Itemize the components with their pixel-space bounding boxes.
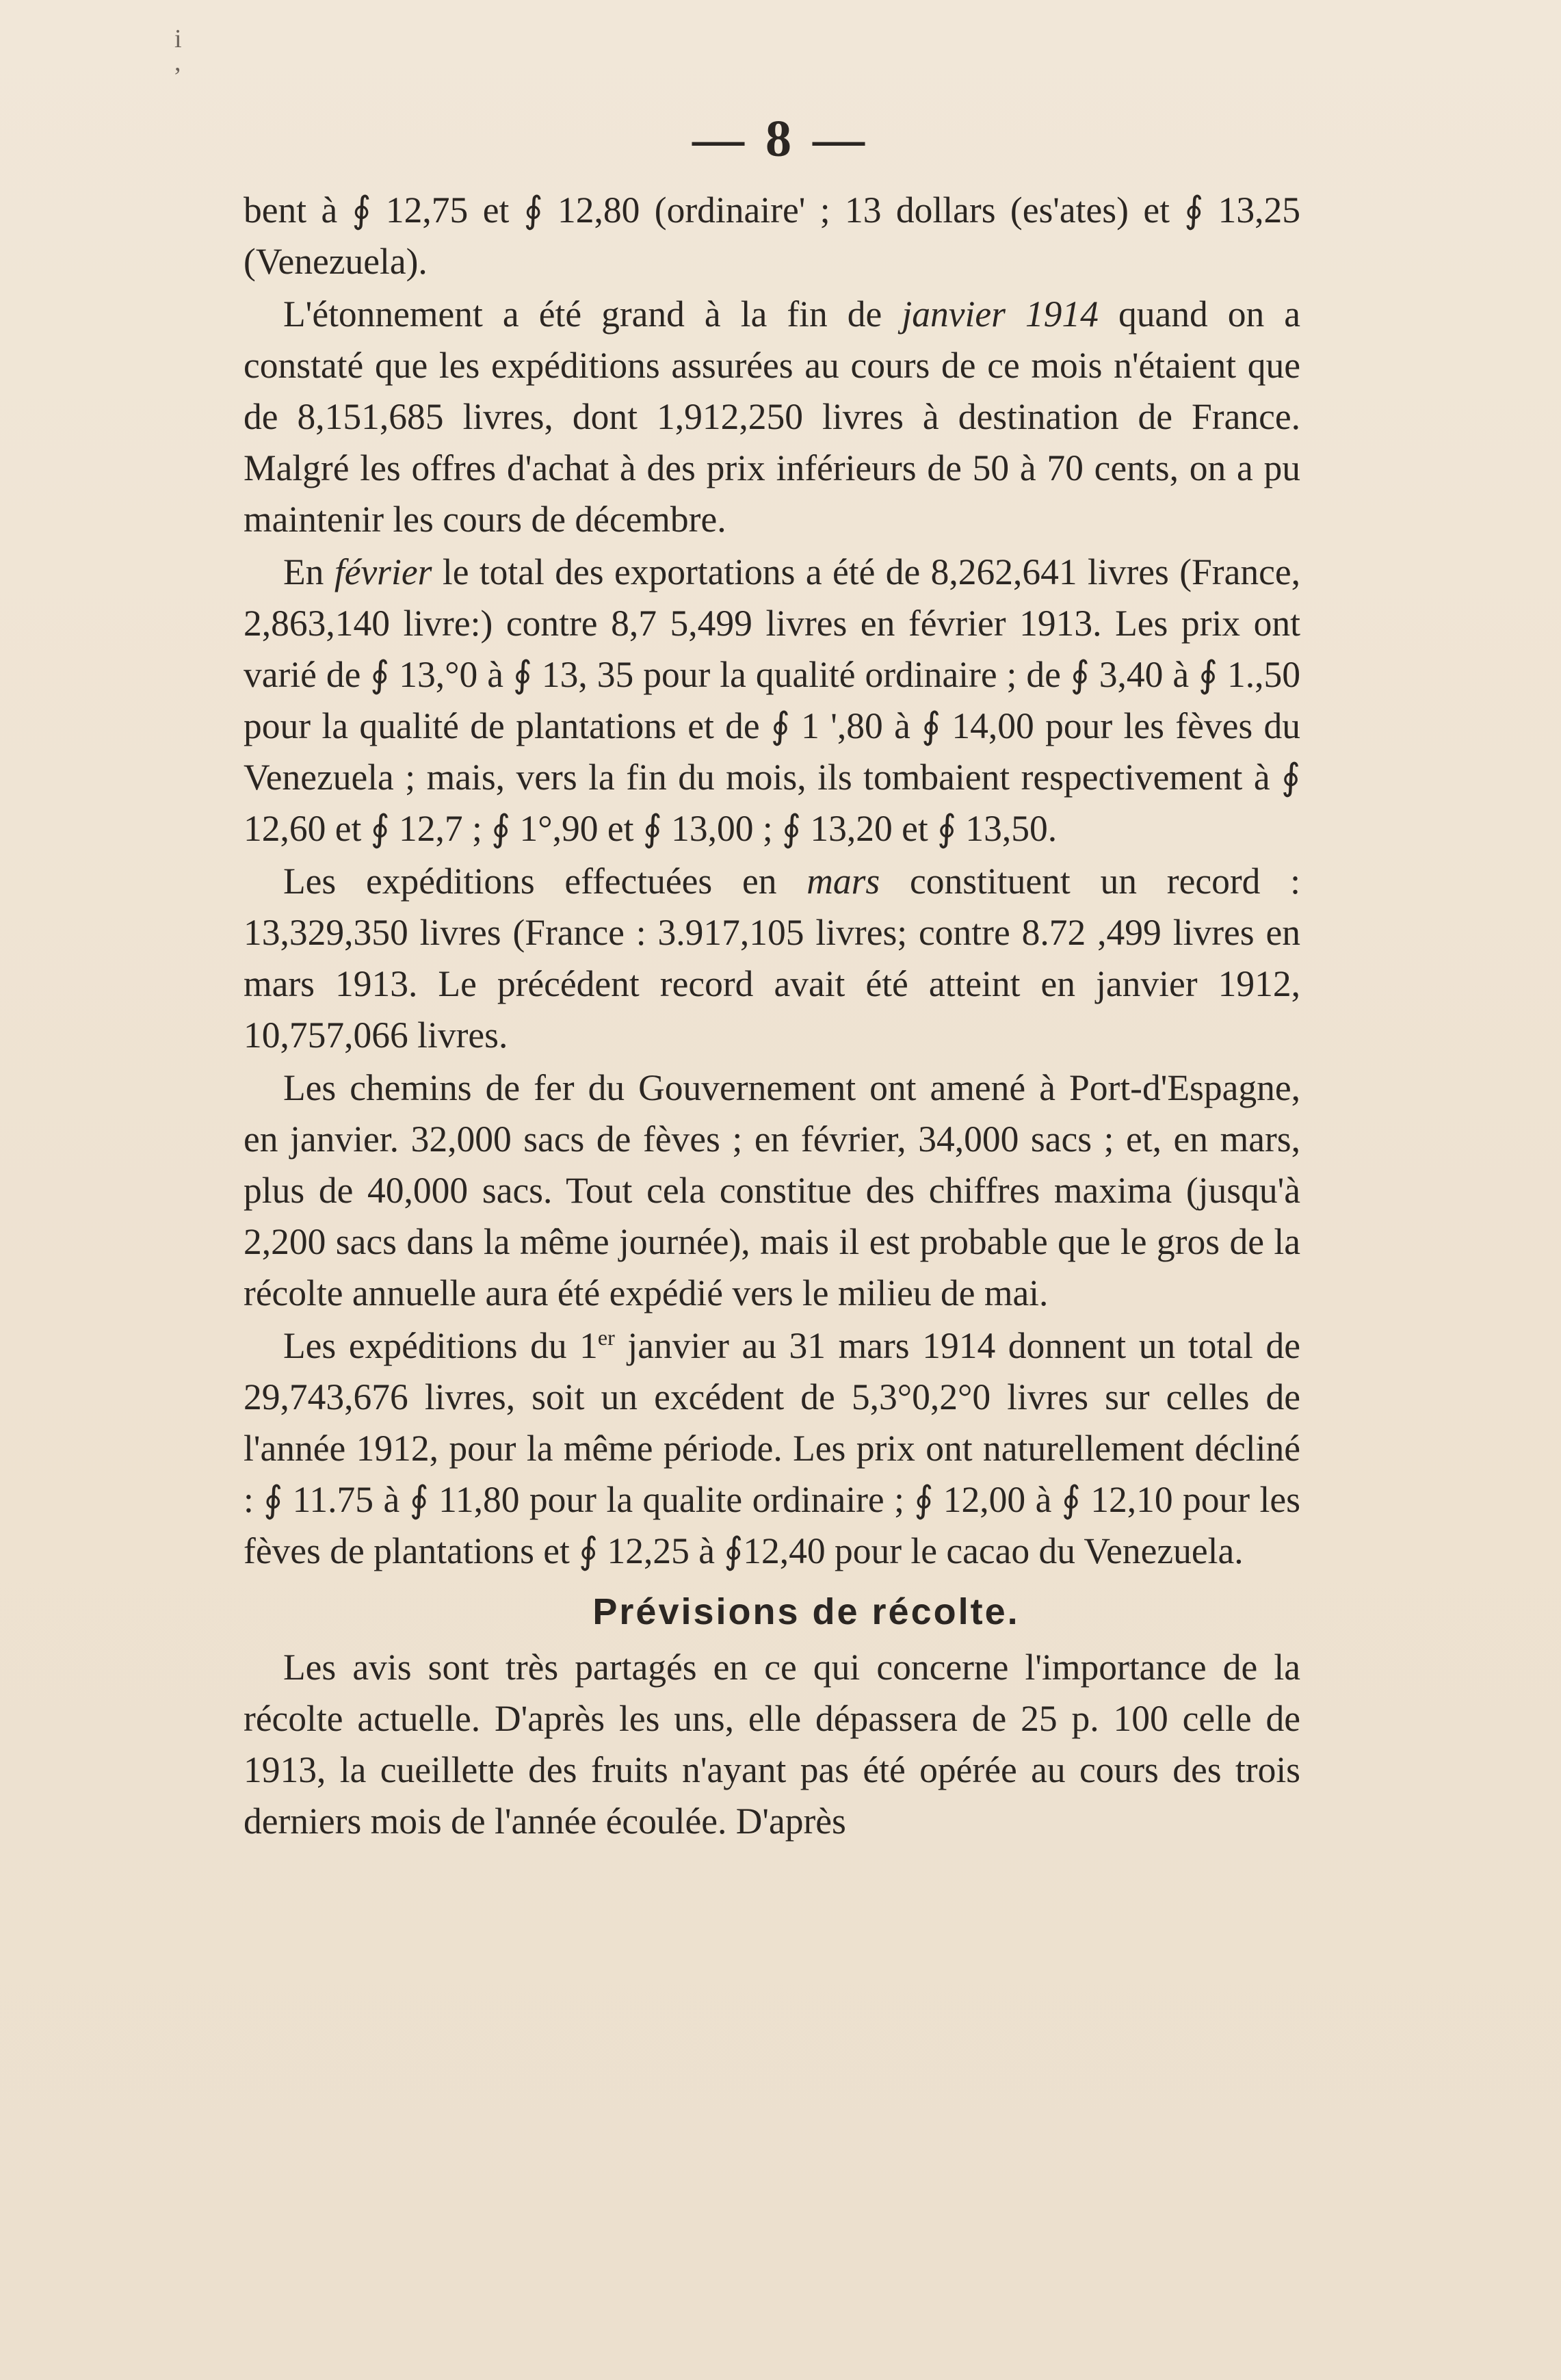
paragraph-continuation [244, 185, 1300, 287]
paragraph-expeditions-totales [244, 1320, 1300, 1577]
text-run: Les avis sont très partagés en ce qui concerne l'importance de la récolte actuelle. D'après les uns, elle dépassera de 25 p. 100 celle de 1913, la cueillette des fruits n'ayant pas été opérée au cours des trois derniers mois de l'année écoulée. D'après [244, 1647, 1300, 1842]
paragraph-janvier [244, 289, 1300, 545]
text-run: le total des exportations a été de 8,262,641 livres (France, 2,863,140 livre:) contre 8,7 5,499 livres en février 1913. Les prix ont varié de ∮ 13,°0 à ∮ 13, 35 pour la qualité ordinaire ; de ∮ 3,40 à ∮ 1.,50 pour la qualité de plantations et de ∮ 1 ',80 à ∮ 14,00 pour les fèves du Venezuela ; mais, vers la fin du mois, ils tombaient respectivement à ∮ 12,60 et ∮ 12,7 ; ∮ 1°,90 et ∮ 13,00 ; ∮ 13,20 et ∮ 13,50. [244, 551, 1300, 849]
margin-edge-marks: i , [174, 25, 182, 77]
text-run: L'étonnement a été grand à la fin de [283, 293, 902, 335]
text-run: janvier au 31 mars 1914 donnent un total de 29,743,676 livres, soit un excédent de 5,3°0,2°0 livres sur celles de l'année 1912, pour la même période. Les prix ont naturellement décliné : ∮ 11.75 à ∮ 11,80 pour la qualite ordinaire ; ∮ 12,00 à ∮ 12,10 pour les fèves de plantations et ∮ 12,25 à ∮12,40 pour le cacao du Venezuela. [244, 1325, 1300, 1571]
body-text [244, 185, 1300, 1848]
text-run: Les expéditions effectuées en [283, 861, 807, 902]
page-number: — 8 — [692, 110, 869, 168]
text-run: En [283, 551, 334, 592]
superscript-text: er [597, 1325, 615, 1350]
text-run: constituent un record : 13,329,350 livres (France : 3.917,105 livres; contre 8.72 ,499 livres en mars 1913. Le précédent record avait été atteint en janvier 1912, 10,757,066 livres. [244, 861, 1300, 1056]
paragraph-previsions [244, 1642, 1300, 1847]
text-run: Les chemins de fer du Gouvernement ont amené à Port-d'Espagne, en janvier. 32,000 sacs de fèves ; en février, 34,000 sacs ; et, en mars, plus de 40,000 sacs. Tout cela constitue des chiffres maxima (jusqu'à 2,200 sacs dans la même journée), mais il est probable que le gros de la récolte annuelle aura été expédié vers le milieu de mai. [244, 1067, 1300, 1313]
section-heading: Prévisions de récolte. [592, 1591, 1020, 1632]
italic-text: janvier 1914 [902, 293, 1099, 335]
paragraph-fevrier [244, 547, 1300, 854]
italic-text: mars [806, 861, 880, 902]
text-run: quand on a constaté que les expéditions assurées au cours de ce mois n'étaient que de 8,151,685 livres, dont 1,912,250 livres à destination de France. Malgré les offres d'achat à des prix inférieurs de 50 à 70 cents, on a pu maintenir les cours de décembre. [244, 293, 1301, 540]
paragraph-chemins-de-fer [244, 1062, 1300, 1319]
paragraph-mars [244, 856, 1300, 1061]
text-run: Les expéditions du 1 [283, 1325, 598, 1366]
italic-text: février [334, 551, 432, 592]
text-run: bent à ∮ 12,75 et ∮ 12,80 (ordinaire' ; 13 dollars (es'ates) et ∮ 13,25 (Venezuela). [244, 189, 1300, 282]
